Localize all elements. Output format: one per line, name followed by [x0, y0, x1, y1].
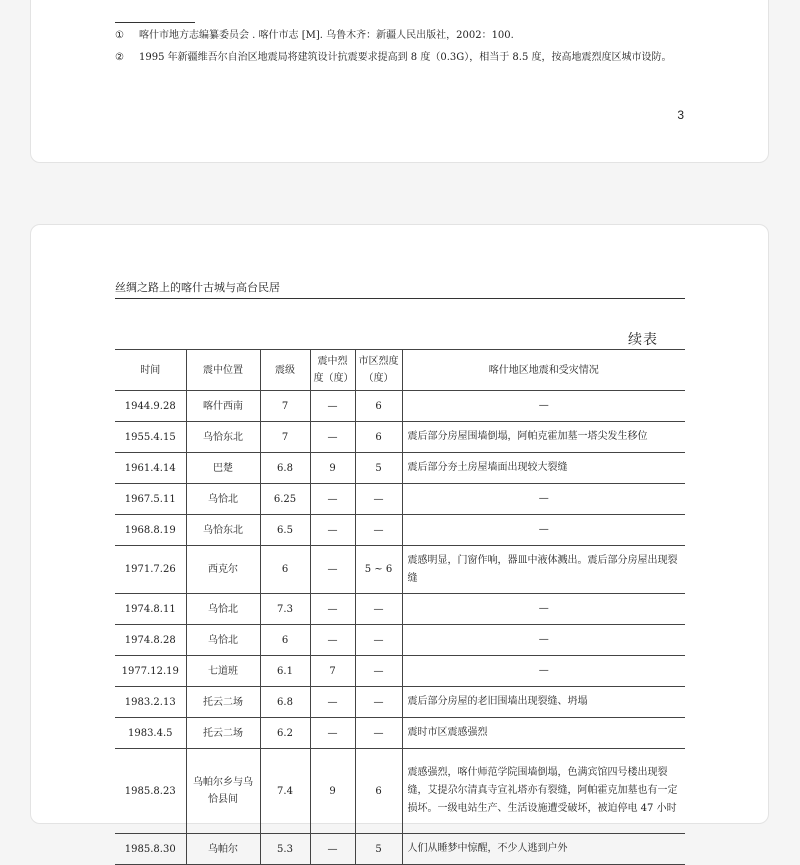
- table-row: [115, 453, 685, 484]
- footnote: [115, 49, 690, 66]
- table-row: [115, 749, 685, 834]
- cell-epicentral-intensity: —: [310, 484, 355, 515]
- cell-city-intensity: 5: [355, 834, 402, 865]
- table-row: [115, 546, 685, 594]
- cell-magnitude: 7: [260, 422, 310, 453]
- cell-magnitude: 6.2: [260, 718, 310, 749]
- footnote-rule: [115, 22, 195, 23]
- cell-time: 1974.8.28: [115, 625, 186, 656]
- cell-city-intensity: 6: [355, 422, 402, 453]
- table-caption: 续表: [628, 332, 658, 348]
- cell-damage: 震感强烈，喀什师范学院围墙倒塌，色满宾馆四号楼出现裂缝，艾提尕尔清真寺宣礼塔亦有裂缝，阿帕霍克加墓也有一定损坏。一级电站生产、生活设施遭受破坏，被迫停电 47 小时: [402, 749, 685, 834]
- table-row: [115, 718, 685, 749]
- cell-epicentral-intensity: —: [310, 594, 355, 625]
- table-row: [115, 834, 685, 865]
- header-time: 时间: [115, 350, 186, 391]
- cell-epicenter: 乌帕尔: [186, 834, 260, 865]
- cell-epicentral-intensity: 9: [310, 749, 355, 834]
- cell-time: 1961.4.14: [115, 453, 186, 484]
- cell-epicenter: 乌恰北: [186, 625, 260, 656]
- cell-magnitude: 7.4: [260, 749, 310, 834]
- cell-city-intensity: —: [355, 656, 402, 687]
- cell-time: 1974.8.11: [115, 594, 186, 625]
- cell-magnitude: 6.5: [260, 515, 310, 546]
- cell-epicentral-intensity: 7: [310, 656, 355, 687]
- cell-time: 1944.9.28: [115, 391, 186, 422]
- cell-magnitude: 6.8: [260, 687, 310, 718]
- document-page-top: [30, 0, 769, 163]
- table-row: [115, 687, 685, 718]
- cell-magnitude: 6.1: [260, 656, 310, 687]
- footnote-number: ①: [115, 30, 124, 41]
- cell-epicentral-intensity: —: [310, 834, 355, 865]
- cell-time: 1955.4.15: [115, 422, 186, 453]
- header-epicenter: 震中位置: [186, 350, 260, 391]
- cell-damage: 震感明显，门窗作响，器皿中液体溅出。震后部分房屋出现裂缝: [402, 546, 685, 594]
- table-row: [115, 515, 685, 546]
- cell-city-intensity: 6: [355, 391, 402, 422]
- cell-city-intensity: —: [355, 515, 402, 546]
- cell-epicenter: 巴楚: [186, 453, 260, 484]
- cell-epicenter: 托云二场: [186, 718, 260, 749]
- header-city-intensity: 市区烈度（度）: [355, 350, 402, 391]
- cell-city-intensity: —: [355, 687, 402, 718]
- running-head: 丝绸之路上的喀什古城与高台民居: [115, 279, 685, 299]
- table-row: [115, 625, 685, 656]
- footnote-text: 1995 年新疆维吾尔自治区地震局将建筑设计抗震要求提高到 8 度（0.3G），相当于 8.5 度，按高地震烈度区城市设防。: [139, 52, 672, 63]
- cell-magnitude: 6: [260, 625, 310, 656]
- cell-magnitude: 6.25: [260, 484, 310, 515]
- cell-epicenter: 喀什西南: [186, 391, 260, 422]
- table-row: [115, 422, 685, 453]
- cell-time: 1967.5.11: [115, 484, 186, 515]
- cell-time: 1983.2.13: [115, 687, 186, 718]
- cell-epicenter: 西克尔: [186, 546, 260, 594]
- cell-damage: 震后部分房屋的老旧围墙出现裂缝、坍塌: [402, 687, 685, 718]
- cell-epicenter: 七道班: [186, 656, 260, 687]
- table-row: [115, 656, 685, 687]
- cell-epicenter: 乌帕尔乡与乌恰县间: [186, 749, 260, 834]
- cell-epicentral-intensity: —: [310, 718, 355, 749]
- cell-city-intensity: —: [355, 484, 402, 515]
- cell-epicenter: 乌恰东北: [186, 422, 260, 453]
- cell-time: 1968.8.19: [115, 515, 186, 546]
- cell-magnitude: 7: [260, 391, 310, 422]
- header-epicentral-intensity: 震中烈度（度）: [310, 350, 355, 391]
- cell-epicentral-intensity: —: [310, 546, 355, 594]
- cell-epicentral-intensity: —: [310, 422, 355, 453]
- earthquake-table: [115, 349, 685, 865]
- cell-city-intensity: —: [355, 718, 402, 749]
- cell-damage: —: [402, 625, 685, 656]
- cell-magnitude: 6.8: [260, 453, 310, 484]
- table-row: [115, 391, 685, 422]
- footnote-text: 喀什市地方志编纂委员会 . 喀什市志 [M]. 乌鲁木齐：新疆人民出版社，2002：100.: [139, 30, 514, 41]
- cell-time: 1983.4.5: [115, 718, 186, 749]
- cell-damage: 人们从睡梦中惊醒，不少人逃到户外: [402, 834, 685, 865]
- cell-damage: —: [402, 391, 685, 422]
- document-page-bottom: [30, 224, 769, 855]
- cell-epicenter: 乌恰北: [186, 594, 260, 625]
- table-row: [115, 594, 685, 625]
- cell-damage: 震后部分房屋围墙倒塌，阿帕克霍加墓一塔尖发生移位: [402, 422, 685, 453]
- header-damage: 喀什地区地震和受灾情况: [402, 350, 685, 391]
- footnote-number: ②: [115, 52, 124, 63]
- cell-city-intensity: —: [355, 625, 402, 656]
- cell-magnitude: 5.3: [260, 834, 310, 865]
- header-magnitude: 震级: [260, 350, 310, 391]
- cell-damage: 震时市区震感强烈: [402, 718, 685, 749]
- cell-city-intensity: 6: [355, 749, 402, 834]
- cell-epicentral-intensity: 9: [310, 453, 355, 484]
- cell-epicentral-intensity: —: [310, 515, 355, 546]
- cell-damage: —: [402, 594, 685, 625]
- cell-damage: —: [402, 656, 685, 687]
- cell-epicentral-intensity: —: [310, 687, 355, 718]
- cell-damage: —: [402, 484, 685, 515]
- cell-epicentral-intensity: —: [310, 391, 355, 422]
- cell-epicenter: 乌恰东北: [186, 515, 260, 546]
- cell-magnitude: 6: [260, 546, 310, 594]
- table-header-row: [115, 350, 685, 391]
- footnote: [115, 27, 690, 44]
- cell-time: 1985.8.23: [115, 749, 186, 834]
- cell-epicenter: 乌恰北: [186, 484, 260, 515]
- cell-magnitude: 7.3: [260, 594, 310, 625]
- cell-city-intensity: 5 ~ 6: [355, 546, 402, 594]
- cell-epicenter: 托云二场: [186, 687, 260, 718]
- page-number: 3: [677, 108, 684, 122]
- cell-city-intensity: 5: [355, 453, 402, 484]
- cell-damage: 震后部分夯土房屋墙面出现较大裂缝: [402, 453, 685, 484]
- cell-time: 1977.12.19: [115, 656, 186, 687]
- cell-damage: —: [402, 515, 685, 546]
- cell-time: 1985.8.30: [115, 834, 186, 865]
- cell-epicentral-intensity: —: [310, 625, 355, 656]
- cell-time: 1971.7.26: [115, 546, 186, 594]
- cell-city-intensity: —: [355, 594, 402, 625]
- table-row: [115, 484, 685, 515]
